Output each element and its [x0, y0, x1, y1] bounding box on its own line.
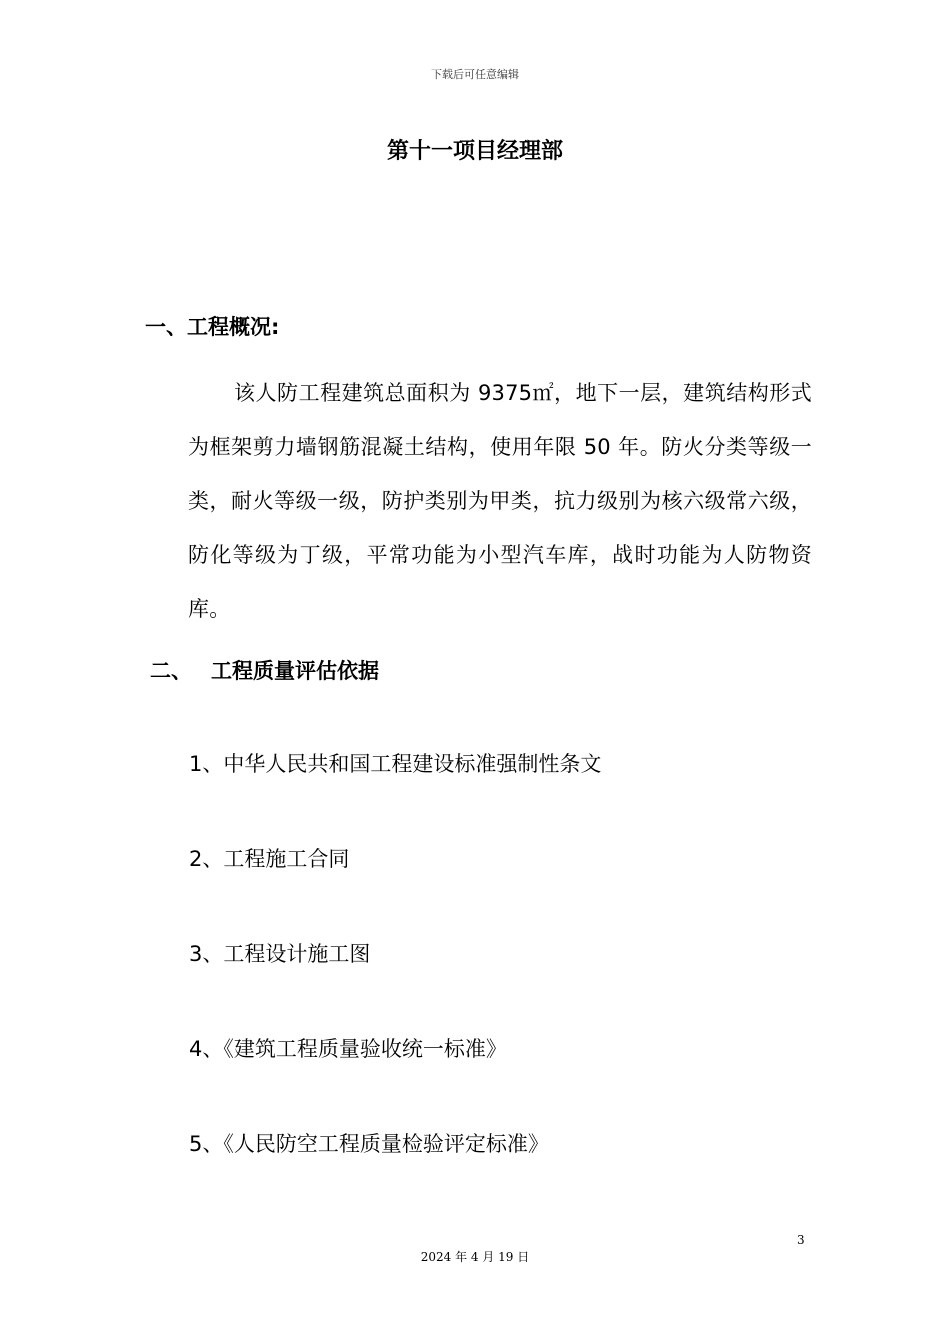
- list-item: 1、中华人民共和国工程建设标准强制性条文: [189, 752, 602, 776]
- footer-date: 2024 年 4 月 19 日: [420, 1250, 530, 1264]
- section-heading-overview: [145, 311, 279, 341]
- section-number: 二、: [150, 659, 192, 683]
- section-title: 工程质量评估依据: [211, 659, 379, 683]
- page-number: 3: [797, 1233, 805, 1247]
- section-heading-basis: [150, 655, 379, 685]
- section-number: 一、: [145, 315, 187, 339]
- list-item: 4、《建筑工程质量验收统一标准》: [189, 1037, 507, 1061]
- overview-paragraph: 该人防工程建筑总面积为 9375㎡，地下一层，建筑结构形式为框架剪力墙钢筋混凝土结构，使用年限 50 年。防火分类等级一类，耐火等级一级，防护类别为甲类，抗力级别为核六级常六级，防化等级为丁级，平常功能为小型汽车库，战时功能为人防物资库。: [188, 381, 812, 621]
- basis-list: [189, 742, 601, 1217]
- document-title: 第十一项目经理部: [386, 139, 563, 164]
- section-title: 工程概况:: [187, 315, 280, 339]
- list-item: 2、工程施工合同: [189, 847, 350, 871]
- header-note: 下载后可任意编辑: [431, 68, 519, 81]
- list-item: 3、工程设计施工图: [189, 942, 371, 966]
- list-item: 5、《人民防空工程质量检验评定标准》: [189, 1132, 549, 1156]
